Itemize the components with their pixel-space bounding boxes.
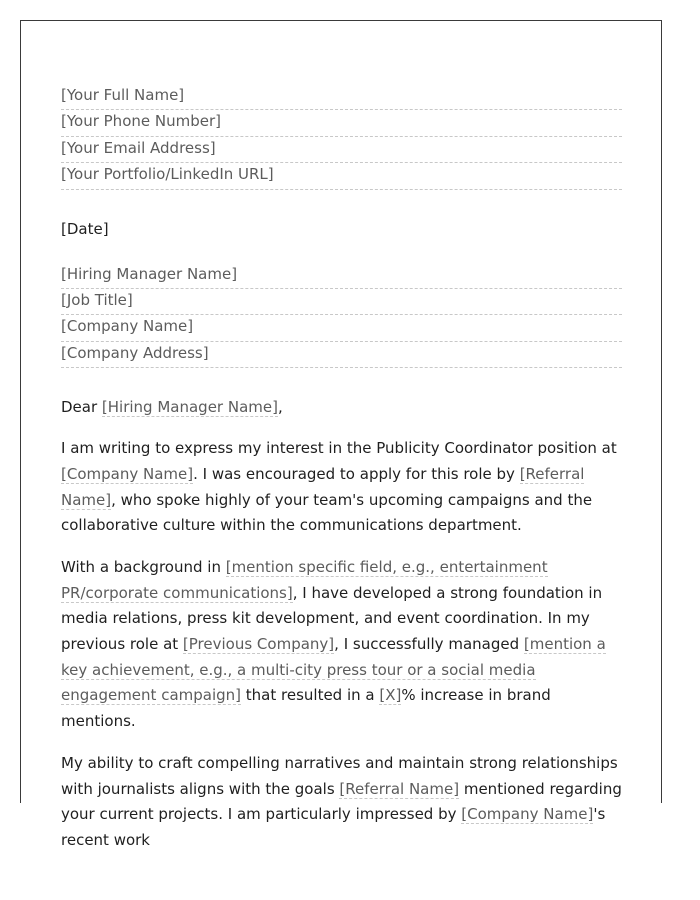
recipient-block — [61, 263, 622, 369]
field-placeholder[interactable]: [mention specific field, e.g., entertainment PR/corporate communications] — [61, 557, 548, 602]
letter-page — [20, 20, 662, 849]
para1-text-2: . I was encouraged to apply for this role by — [193, 464, 520, 483]
salutation-suffix: , — [277, 398, 283, 417]
company-name-placeholder[interactable]: [Company Name] — [61, 464, 194, 483]
para3-text-3: 's recent work — [61, 805, 606, 849]
recipient-company-field[interactable]: [Company Name] — [61, 315, 622, 341]
sender-phone-field[interactable]: [Your Phone Number] — [61, 110, 622, 136]
para3-text-2: mentioned regarding your current projects. I am particularly impressed by — [61, 779, 622, 824]
paragraph-intro — [61, 436, 622, 539]
company-name-placeholder-2[interactable]: [Company Name] — [461, 805, 594, 824]
paragraph-alignment — [61, 751, 622, 854]
para3-text-1: My ability to craft compelling narratives and maintain strong relationships with journalists aligns with the goals — [61, 753, 618, 798]
date-field[interactable]: [Date] — [61, 219, 109, 238]
sender-email-field[interactable]: [Your Email Address] — [61, 137, 622, 163]
recipient-manager-field[interactable]: [Hiring Manager Name] — [61, 263, 622, 289]
salutation — [61, 394, 622, 420]
para2-text-5: % increase in brand mentions. — [61, 686, 551, 731]
para2-text-2: , I have developed a strong foundation in media relations, press kit development, and event coordination. In my previous role at — [61, 583, 603, 654]
para2-text-4: that resulted in a — [241, 686, 380, 705]
recipient-address-field[interactable]: [Company Address] — [61, 342, 622, 368]
achievement-placeholder[interactable]: [mention a key achievement, e.g., a multi-city press tour or a social media engagement campaign] — [61, 635, 606, 705]
para2-text-1: With a background in — [61, 557, 226, 576]
sender-name-field[interactable]: [Your Full Name] — [61, 84, 622, 110]
recipient-title-field[interactable]: [Job Title] — [61, 289, 622, 315]
para1-text-3: , who spoke highly of your team's upcoming campaigns and the collaborative culture within the communications department. — [61, 490, 593, 535]
percent-placeholder[interactable]: [X] — [379, 686, 402, 705]
referral-name-placeholder[interactable]: [Referral Name] — [61, 464, 585, 509]
sender-block — [61, 84, 622, 190]
letter-content — [61, 84, 622, 854]
previous-company-placeholder[interactable]: [Previous Company] — [182, 635, 335, 654]
para2-text-3: , I successfully managed — [334, 635, 524, 654]
paragraph-background — [61, 555, 622, 735]
para1-text-1: I am writing to express my interest in the Publicity Coordinator position at — [61, 439, 617, 458]
salutation-prefix: Dear — [61, 398, 102, 417]
salutation-name-placeholder[interactable]: [Hiring Manager Name] — [101, 398, 278, 417]
referral-name-placeholder-2[interactable]: [Referral Name] — [339, 779, 460, 798]
sender-portfolio-field[interactable]: [Your Portfolio/LinkedIn URL] — [61, 163, 622, 189]
